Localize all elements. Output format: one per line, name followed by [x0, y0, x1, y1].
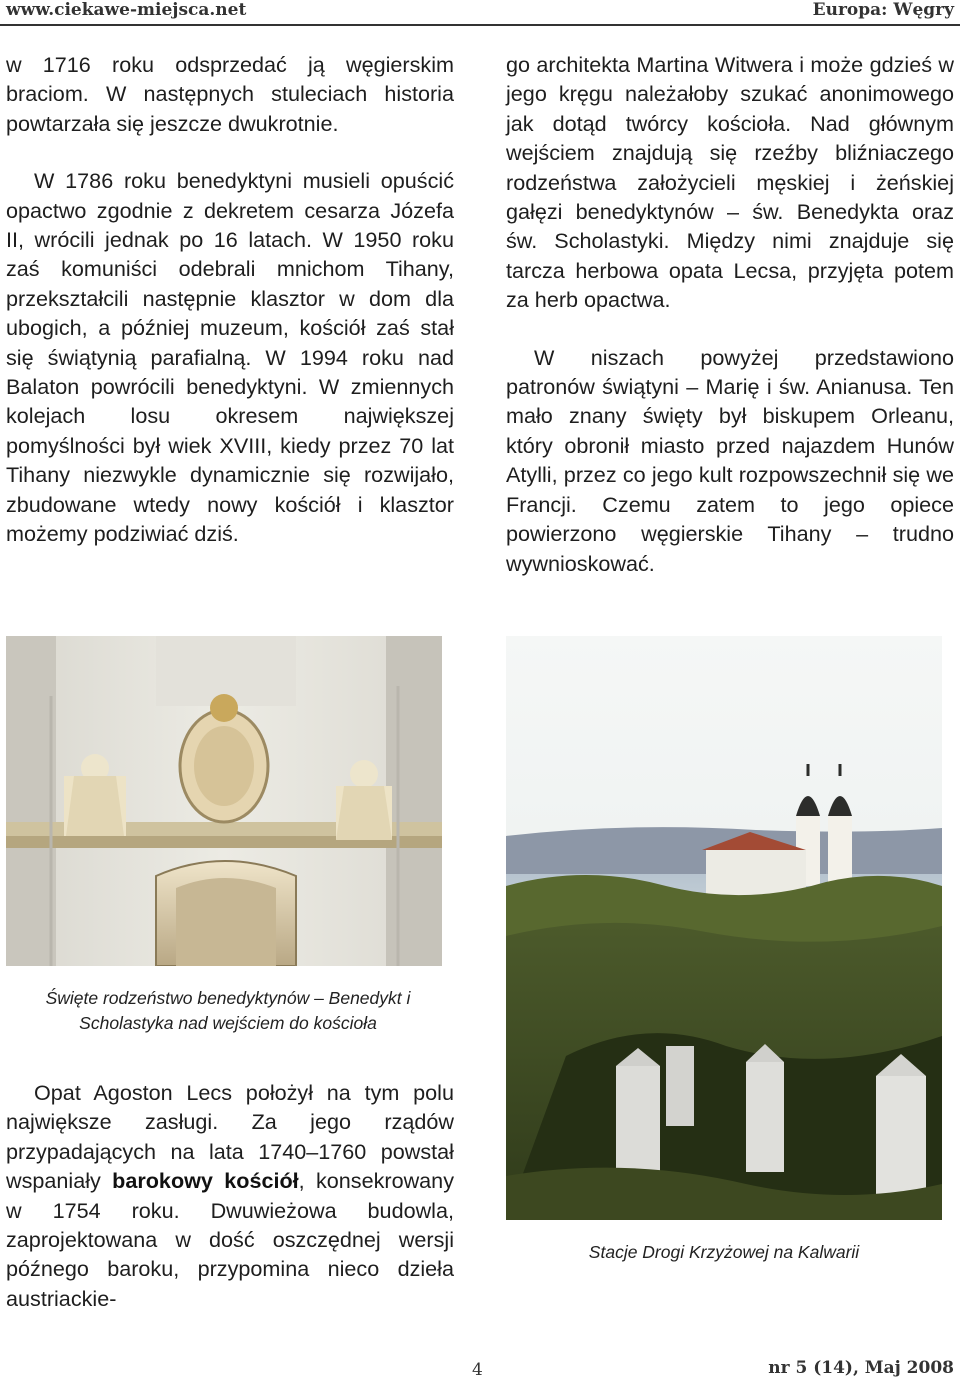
left-column-bottom [6, 1078, 454, 1313]
facade-photo-caption: Święte rodzeństwo benedyktynów – Benedykt i Scholastyka nad wejściem do kościoła [45, 988, 411, 1033]
facade-statues-photo [6, 636, 442, 966]
section-title: Europa: Węgry [812, 0, 954, 20]
right-column-top [506, 50, 954, 578]
paragraph: W niszach powyżej przedstawiono patronów świątyni – Marię i św. Anianusa. Ten mało znany święty był biskupem Orleanu, który obronił miasto przed najazdem Hunów Atylli, przez co jego kult rozpowszechnił się we Francji. Czemu zatem to jego opiece powierzono węgierskie Tihany – trudno wywnioskować. [506, 344, 954, 576]
page-header [0, 0, 960, 24]
paragraph: w 1716 roku odsprzedać ją węgierskim braciom. W następnych stuleciach historia powtarzała się jeszcze dwukrotnie. [6, 52, 454, 136]
issue-info: nr 5 (14), Maj 2008 [768, 1358, 954, 1378]
facade-statues-image [6, 636, 442, 966]
page-number: 4 [472, 1360, 483, 1380]
calvary-landscape-photo [506, 636, 942, 1220]
header-rule [0, 24, 960, 26]
left-column-top [6, 50, 454, 549]
paragraph: go architekta Martina Witwera i może gdzieś w jego kręgu należałoby szukać anonimowego jak dotąd twórcy kościoła. Nad głównym wejściem znajdują się rzeźby bliźniaczego rodzeństwa założycieli męskiej i żeńskiej gałęzi benedyktynów – św. Benedykta oraz św. Scholastyki. Między nimi znajduje się tarcza herbowa opata Lecsa, przyjęta potem za herb opactwa. [506, 52, 954, 313]
paragraph: W 1786 roku benedyktyni musieli opuścić opactwo zgodnie z dekretem cesarza Józefa II, wrócili jednak po 16 latach. W 1950 roku zaś komuniści odebrali mnichom Tihany, przekształcili następnie klasztor w dom dla ubogich, a później muzeum, kościół zaś stał się świątynią parafialną. W 1994 roku nad Balaton powrócili benedyktyni. W zmiennych kolejach losu okresem największej pomyślności był wiek XVIII, kiedy przez 70 lat Tihany niezwykle dynamicznie się rozwijało, zbudowane wtedy nowy kościół i klasztor możemy podziwiać dziś. [6, 168, 454, 547]
calvary-landscape-image [506, 636, 942, 1220]
calvary-photo-caption: Stacje Drogi Krzyżowej na Kalwarii [588, 1242, 860, 1262]
paragraph: Opat Agoston Lecs położył na tym polu największe zasługi. Za jego rządów przypadających na lata 1740–1760 powstał wspaniały barokowy kościół, konsekrowany w 1754 roku. Dwuwieżowa budowla, zaprojektowana w dość oszczędnej wersji późnego baroku, przypomina nieco dzieła austriackie- [6, 1080, 454, 1311]
site-url: www.ciekawe-miejsca.net [6, 0, 247, 20]
highlight-church: barokowy kościół [112, 1168, 299, 1194]
